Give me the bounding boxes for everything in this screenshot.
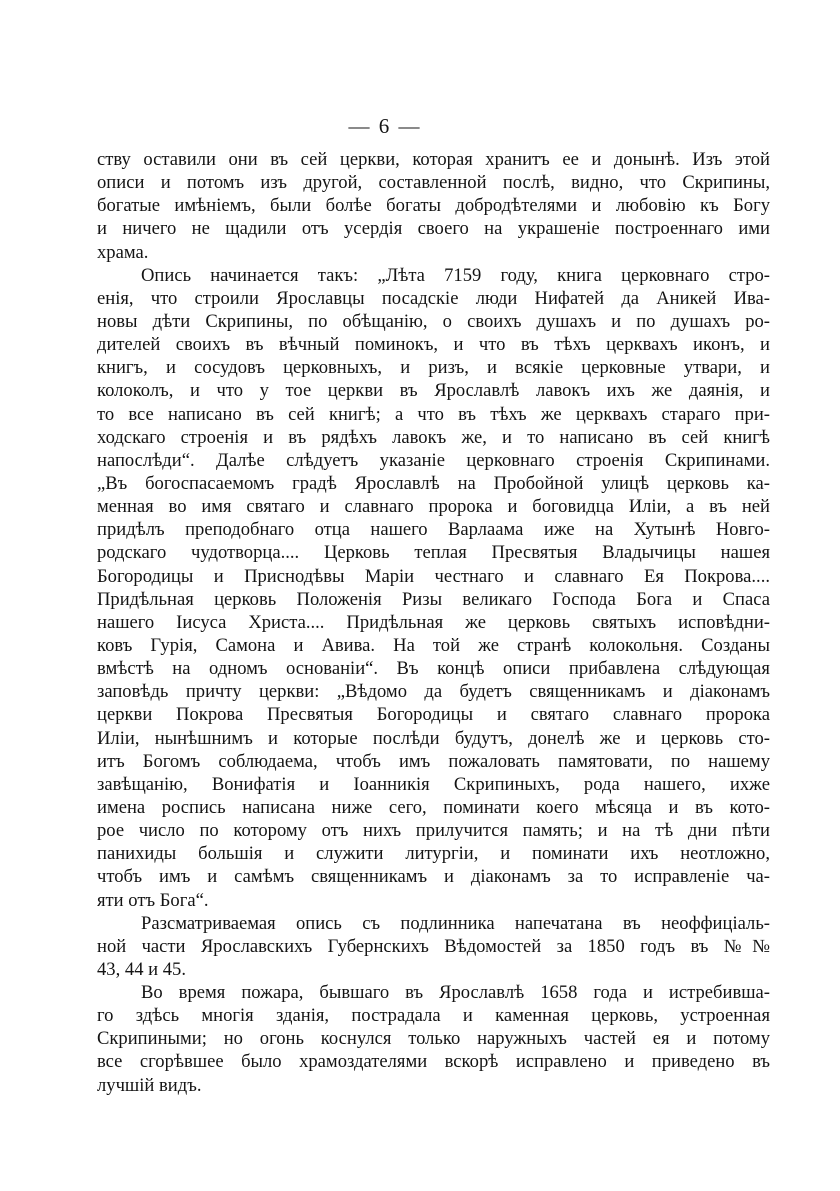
text-line: Разсматриваемая опись съ подлинника напечатана въ неоффиціаль- <box>141 912 770 934</box>
text-line: колоколъ, и что у тое церкви въ Ярославлѣ лавокъ ихъ же даянія, и <box>97 380 770 402</box>
text-line: богатые имѣніемъ, были болѣе богаты добродѣтелями и любовію къ Богу <box>97 195 770 217</box>
text-line: родскаго чудотворца.... Церковь теплая Пресвятыя Владычицы нашея <box>97 542 770 564</box>
text-line: Придѣльная церковь Положенія Ризы великаго Господа Бога и Спаса <box>97 588 770 610</box>
text-line: вмѣстѣ на одномъ основаніи“. Въ концѣ описи прибавлена слѣдующая <box>97 658 770 680</box>
text-line: описи и потомъ изъ другой, составленной послѣ, видно, что Скрипины, <box>97 172 770 194</box>
text-line: „Въ богоспасаемомъ градѣ Ярославлѣ на Пробойной улицѣ церковь ка- <box>97 472 770 494</box>
text-line: дителей своихъ въ вѣчный поминокъ, и что въ тѣхъ церквахъ иконъ, и <box>97 334 770 356</box>
text-line: Богородицы и Приснодѣвы Маріи честнаго и славнаго Ея Покрова.... <box>97 565 770 587</box>
text-line: Во время пожара, бывшаго въ Ярославлѣ 1658 года и истребивша- <box>141 982 770 1004</box>
text-line: Опись начинается такъ: „Лѣта 7159 году, книга церковнаго стро- <box>141 264 770 286</box>
body-text <box>97 148 770 1097</box>
text-line: панихиды большія и служити литургіи, и поминати ихъ неотложно, <box>97 843 770 865</box>
text-line: и ничего не щадили отъ усердія своего на украшеніе построеннаго ими <box>97 218 770 240</box>
paragraph <box>97 912 770 981</box>
text-line: все сгорѣвшее было храмоздателями вскорѣ исправлено и приведено въ <box>97 1051 770 1073</box>
text-line: рое число по которому отъ нихъ прилучится память; и на тѣ дни пѣти <box>97 820 770 842</box>
text-line: книгъ, и сосудовъ церковныхъ, и ризъ, и всякіе церковные утвари, и <box>97 357 770 379</box>
paragraph <box>97 981 770 1097</box>
text-line: ству оставили они въ сей церкви, которая хранитъ ее и донынѣ. Изъ этой <box>97 149 770 170</box>
text-line: лучшій видъ. <box>97 1074 202 1096</box>
text-line: го здѣсь многія зданія, пострадала и каменная церковь, устроенная <box>97 1005 770 1027</box>
text-line: завѣщанію, Вонифатія и Іоанникія Скрипиныхъ, рода нашего, ихже <box>97 773 770 795</box>
text-line: Скрипиными; но огонь коснулся только наружныхъ частей ея и потому <box>97 1028 770 1050</box>
text-line: новы дѣти Скрипины, по обѣщанію, о своихъ душахъ и по душахъ ро- <box>97 310 770 332</box>
text-line: то все написано въ сей книгѣ; а что въ тѣхъ же церквахъ стараго при- <box>97 403 770 425</box>
text-line: придѣлъ преподобнаго отца нашего Варлаама иже на Хутынѣ Новго- <box>97 519 770 541</box>
text-line: имена роспись написана ниже сего, поминати коего мѣсяца и въ кото- <box>97 796 770 818</box>
text-line: Иліи, нынѣшнимъ и которые послѣди будутъ, донелѣ же и церковь сто- <box>97 727 770 749</box>
paragraph <box>97 148 770 264</box>
text-line: заповѣдь причту церкви: „Вѣдомо да будетъ священникамъ и діаконамъ <box>97 681 770 703</box>
text-line: храма. <box>97 241 149 263</box>
text-line: яти отъ Бога“. <box>97 889 209 911</box>
text-line: итъ Богомъ соблюдаема, чтобъ имъ пожаловать памятовати, по нашему <box>97 750 770 772</box>
text-line: ной части Ярославскихъ Губернскихъ Вѣдомостей за 1850 годъ въ №№ <box>97 935 770 957</box>
text-line: чтобъ имъ и самѣмъ священникамъ и діаконамъ за то исправленіе ча- <box>97 866 770 888</box>
paragraph <box>97 264 770 912</box>
text-line: 43, 44 и 45. <box>97 958 186 980</box>
text-line: церкви Покрова Пресвятыя Богородицы и святаго славнаго пророка <box>97 704 770 726</box>
text-line: ходскаго строенія и въ рядѣхъ лавокъ же, и то написано въ сей книгѣ <box>97 426 770 448</box>
text-line: енія, что строили Ярославцы посадскіе люди Нифатей да Аникей Ива- <box>97 287 770 309</box>
text-line: нашего Іисуса Христа.... Придѣльная же церковь святыхъ исповѣдни- <box>97 611 770 633</box>
text-line: менная во имя святаго и славнаго пророка и боговидца Иліи, а въ ней <box>97 496 770 518</box>
text-line: ковъ Гурія, Самона и Авива. На той же странѣ колокольня. Созданы <box>97 634 770 656</box>
page-number: — 6 — <box>348 114 422 138</box>
text-line: напослѣди“. Далѣе слѣдуетъ указаніе церковнаго строенія Скрипинами. <box>97 449 770 471</box>
